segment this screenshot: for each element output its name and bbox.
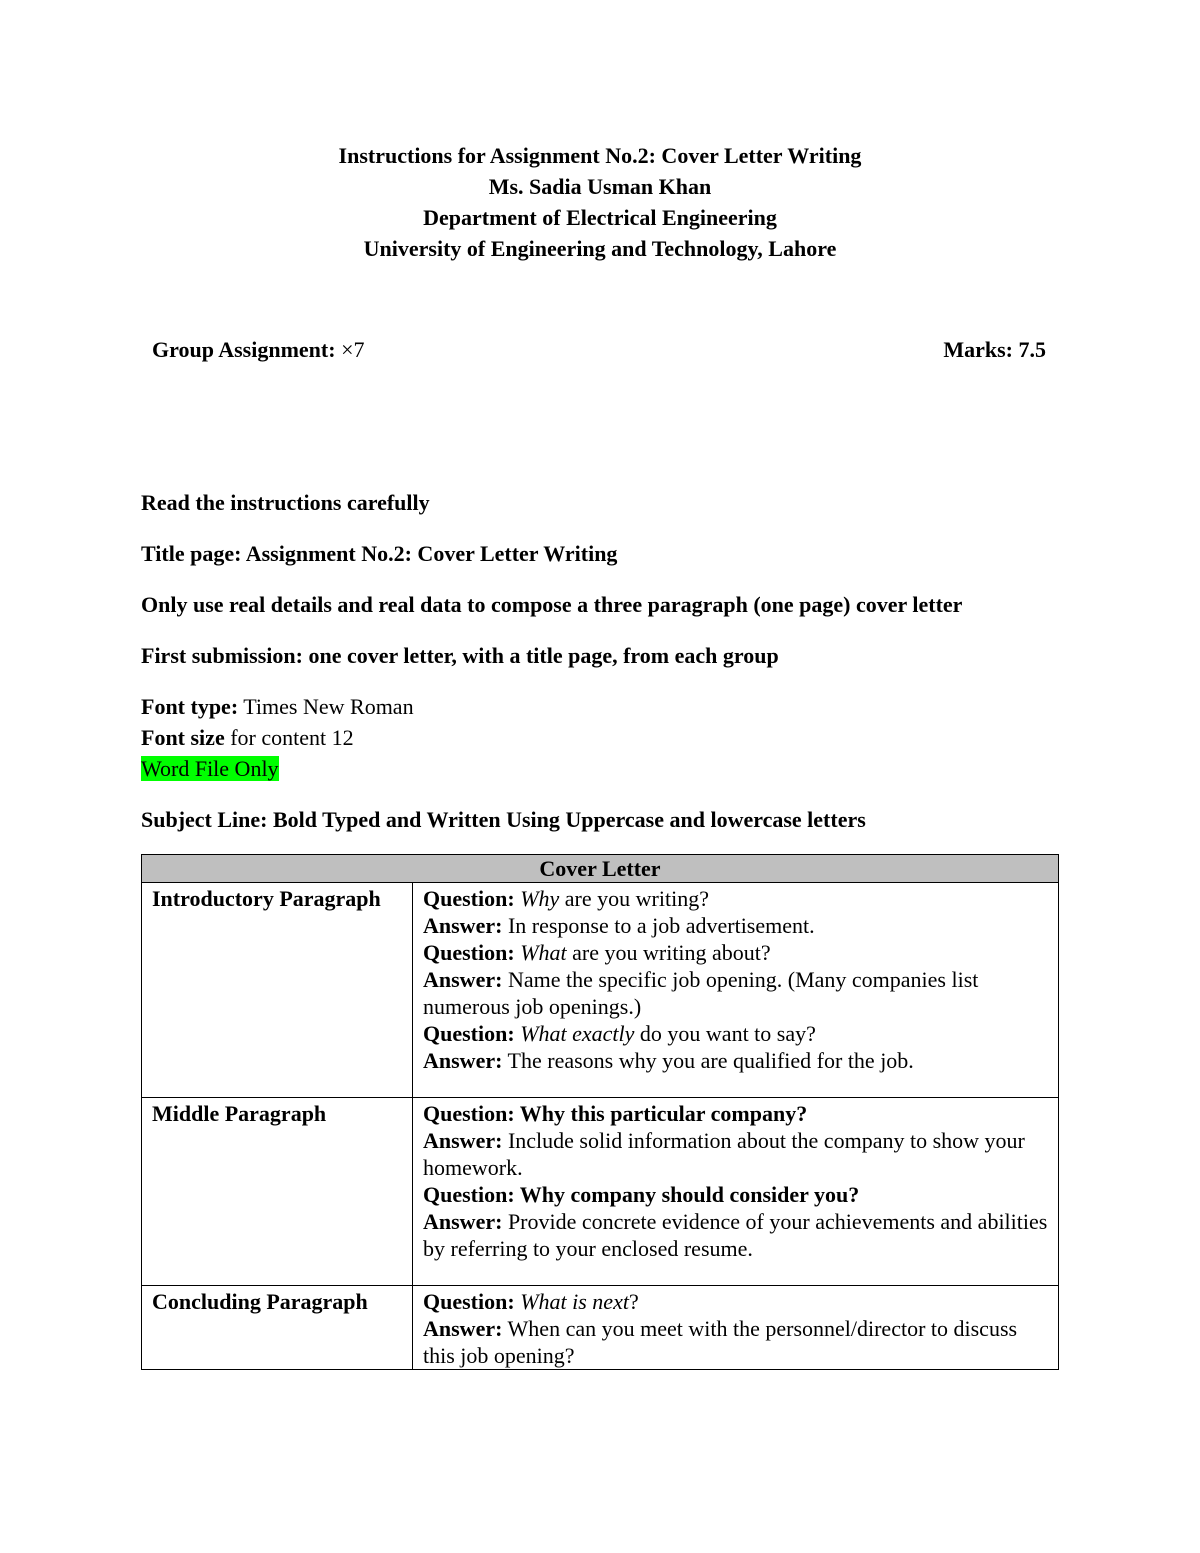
- group-label: Group Assignment:: [152, 337, 336, 362]
- row-content: [413, 1098, 1059, 1286]
- row-label: Introductory Paragraph: [142, 883, 413, 1098]
- qa-line: Answer: Provide concrete evidence of your achievements and abilities by referring to your enclosed resume.: [423, 1209, 1048, 1261]
- header-university: University of Engineering and Technology, Lahore: [363, 236, 837, 261]
- instruction-font-size: [141, 722, 354, 753]
- marks-value: 7.5: [1018, 337, 1046, 362]
- row-label: Middle Paragraph: [142, 1098, 413, 1286]
- font-type-label: Font type:: [141, 694, 239, 719]
- qa-line: Answer: Include solid information about the company to show your homework.: [423, 1128, 1025, 1180]
- qa-line: Answer: Name the specific job opening. (Many companies list numerous job openings.): [423, 967, 979, 1019]
- instruction-real-data: Only use real details and real data to compose a three paragraph (one page) cover letter: [141, 592, 963, 617]
- row-label: Concluding Paragraph: [142, 1286, 413, 1370]
- font-size-value: for content 12: [230, 725, 354, 750]
- marks: [943, 334, 1046, 365]
- document-header: [0, 140, 1200, 264]
- row-content: [413, 1286, 1059, 1370]
- qa-line: Question: Why this particular company?: [423, 1101, 808, 1126]
- instruction-read: Read the instructions carefully: [141, 490, 430, 515]
- qa-line: Answer: When can you meet with the personnel/director to discuss this job opening?: [423, 1316, 1018, 1368]
- word-file-highlight: Word File Only: [141, 756, 279, 781]
- instruction-title-page: Title page: Assignment No.2: Cover Letter Writing: [141, 541, 618, 566]
- qa-line: Question: Why are you writing?: [423, 886, 709, 911]
- instruction-first-submission: First submission: one cover letter, with a title page, from each group: [141, 643, 779, 668]
- header-instructor: Ms. Sadia Usman Khan: [488, 174, 712, 199]
- marks-label: Marks:: [943, 337, 1013, 362]
- table-row-concluding: [142, 1286, 1059, 1370]
- instruction-font-type: [141, 691, 414, 722]
- group-value: ×7: [341, 337, 365, 362]
- qa-line: Question: Why company should consider you?: [423, 1182, 860, 1207]
- group-assignment: [152, 334, 365, 365]
- font-type-value: Times New Roman: [243, 694, 414, 719]
- instruction-word-file: [141, 753, 279, 784]
- qa-line: Question: What are you writing about?: [423, 940, 771, 965]
- qa-line: Answer: In response to a job advertisement.: [423, 913, 815, 938]
- row-content: [413, 883, 1059, 1098]
- table-header: Cover Letter: [142, 855, 1059, 883]
- table-row-introductory: [142, 883, 1059, 1098]
- qa-line: Question: What exactly do you want to say?: [423, 1021, 816, 1046]
- cover-letter-table: [141, 854, 1059, 1370]
- instruction-subject-line: Subject Line: Bold Typed and Written Using Uppercase and lowercase letters: [141, 807, 866, 832]
- header-department: Department of Electrical Engineering: [423, 205, 777, 230]
- table-row-middle: [142, 1098, 1059, 1286]
- qa-line: Answer: The reasons why you are qualified for the job.: [423, 1048, 914, 1073]
- font-size-label: Font size: [141, 725, 225, 750]
- header-title: Instructions for Assignment No.2: Cover Letter Writing: [338, 143, 862, 168]
- qa-line: Question: What is next?: [423, 1289, 639, 1314]
